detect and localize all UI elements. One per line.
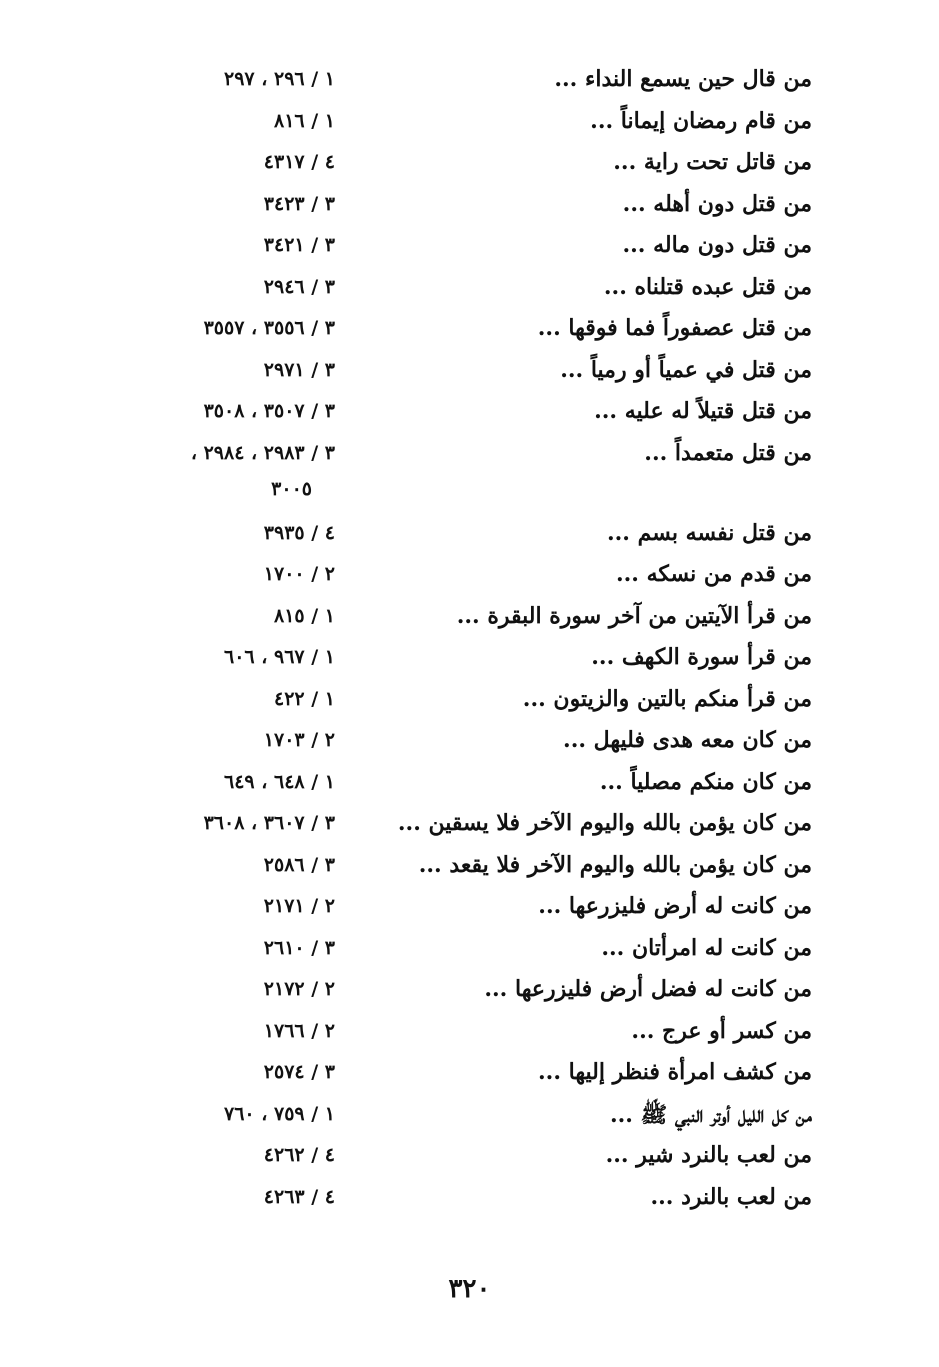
- index-entry: [100, 309, 830, 351]
- entry-phrase: من كان يؤمن بالله واليوم الآخر فلا يسقين ...: [397, 810, 812, 836]
- entry-reference-continuation: ٣٠٠٥: [271, 477, 312, 500]
- index-entry: [100, 846, 830, 888]
- entry-reference: ٤ / ٣٩٣٥: [263, 521, 335, 544]
- entry-phrase: من قتل متعمداً ...: [644, 439, 812, 466]
- entry-phrase: من قرأ سورة الكهف ...: [591, 644, 812, 670]
- index-list: [100, 60, 830, 1219]
- entry-phrase: من قدم من نسكه ...: [615, 561, 812, 587]
- index-entry: [100, 1178, 830, 1220]
- entry-reference: ٣ / ٣٥٠٧ ، ٣٥٠٨: [203, 400, 335, 422]
- index-entry: [100, 680, 830, 722]
- entry-reference: ١ / ٨١٥: [273, 604, 335, 627]
- entry-phrase: من كان معه هدى فليهل ...: [563, 727, 812, 753]
- entry-reference: ٣ / ٢٥٧٤: [263, 1061, 335, 1083]
- entry-reference: ١ / ٤٢٢: [273, 687, 335, 710]
- entry-phrase: من قتل قتيلاً له عليه ...: [594, 398, 812, 424]
- index-entry: [100, 555, 830, 597]
- entry-reference: ٢ / ١٧٠٠: [263, 563, 335, 585]
- entry-phrase: من لعب بالنرد شير ...: [605, 1142, 812, 1168]
- entry-reference: ٢ / ١٧٦٦: [263, 1019, 335, 1042]
- entry-reference: ١ / ٢٩٦ ، ٢٩٧: [223, 68, 335, 90]
- index-entry: [100, 1053, 830, 1095]
- entry-reference: ٣ / ٢٩٧١: [263, 358, 335, 381]
- entry-reference: ٣ / ٢٩٨٣ ، ٢٩٨٤ ،: [190, 441, 335, 464]
- index-entry-continuation: [100, 476, 830, 514]
- entry-reference: ٢ / ١٧٠٣: [263, 729, 335, 751]
- index-entry: [100, 226, 830, 268]
- index-entry: [100, 1095, 830, 1137]
- index-entry: [100, 804, 830, 846]
- entry-reference: ٢ / ٢١٧٢: [263, 978, 335, 1000]
- entry-phrase: من كانت له أرض فليزرعها ...: [538, 893, 812, 919]
- index-entry: [100, 887, 830, 929]
- index-entry: [100, 185, 830, 227]
- entry-phrase: من كان يؤمن بالله واليوم الآخر فلا يقعد ...: [418, 851, 812, 878]
- entry-phrase: من قرأ الآيتين من آخر سورة البقرة ...: [456, 602, 812, 629]
- index-entry: [100, 970, 830, 1012]
- entry-reference: ٣ / ٣٦٠٧ ، ٣٦٠٨: [203, 812, 335, 834]
- entry-phrase: من قام رمضان إيماناً ...: [590, 107, 812, 134]
- entry-phrase: من كل الليل أوتر النبي ﷺ ...: [609, 1101, 812, 1128]
- entry-reference: ١ / ٧٥٩ ، ٧٦٠: [223, 1102, 335, 1125]
- index-entry: [100, 514, 830, 556]
- entry-phrase: من كشف امرأة فنظر إليها ...: [538, 1059, 812, 1085]
- entry-reference: ١ / ٩٦٧ ، ٦٠٦: [223, 646, 335, 668]
- entry-phrase: من كان منكم مصلياً ...: [599, 768, 812, 795]
- index-entry: [100, 143, 830, 185]
- entry-phrase: من قتل نفسه بسم ...: [606, 519, 812, 546]
- entry-phrase: من قتل دون ماله ...: [622, 232, 812, 258]
- entry-phrase: من كانت له فضل أرض فليزرعها ...: [484, 976, 812, 1002]
- entry-phrase: من قرأ منكم بالتين والزيتون ...: [522, 685, 812, 712]
- index-entry: [100, 721, 830, 763]
- entry-reference: ٤ / ٤٢٦٣: [263, 1185, 335, 1208]
- entry-phrase: من قاتل تحت راية ...: [613, 149, 812, 175]
- index-entry: [100, 929, 830, 971]
- entry-reference: ١ / ٦٤٨ ، ٦٤٩: [223, 770, 335, 793]
- index-entry: [100, 268, 830, 310]
- entry-phrase: من قال حين يسمع النداء ...: [554, 66, 812, 92]
- entry-reference: ٤ / ٤٣١٧: [263, 151, 335, 173]
- entry-phrase: من قتل دون أهله ...: [622, 190, 812, 217]
- entry-phrase: من قتل عبده قتلناه ...: [603, 273, 812, 300]
- entry-reference: ٣ / ٢٥٨٦: [263, 853, 335, 876]
- entry-phrase: من قتل في عمياً أو رمياً ...: [560, 356, 812, 383]
- index-entry: [100, 1012, 830, 1054]
- index-entry: [100, 60, 830, 102]
- index-entry: [100, 1136, 830, 1178]
- index-entry: [100, 597, 830, 639]
- entry-reference: ٤ / ٤٢٦٢: [263, 1144, 335, 1166]
- entry-phrase: من قتل عصفوراً فما فوقها ...: [537, 315, 812, 341]
- index-entry: [100, 351, 830, 393]
- page-number: ٣٢٠: [448, 1274, 491, 1304]
- index-entry: [100, 763, 830, 805]
- entry-reference: ٣ / ٣٥٥٦ ، ٣٥٥٧: [203, 317, 335, 339]
- entry-reference: ٣ / ٢٦١٠: [263, 936, 335, 959]
- entry-reference: ١ / ٨١٦: [273, 109, 335, 132]
- entry-phrase: من كانت له امرأتان ...: [601, 934, 812, 961]
- entry-reference: ٣ / ٣٤٢١: [263, 234, 335, 256]
- entry-phrase: من لعب بالنرد ...: [650, 1183, 812, 1210]
- index-entry: [100, 102, 830, 144]
- index-entry: [100, 434, 830, 476]
- entry-reference: ٣ / ٣٤٢٣: [263, 192, 335, 215]
- entry-reference: ٢ / ٢١٧١: [263, 895, 335, 917]
- entry-phrase: من كسر أو عرج ...: [631, 1017, 812, 1044]
- index-entry: [100, 638, 830, 680]
- entry-reference: ٣ / ٢٩٤٦: [263, 275, 335, 298]
- index-entry: [100, 392, 830, 434]
